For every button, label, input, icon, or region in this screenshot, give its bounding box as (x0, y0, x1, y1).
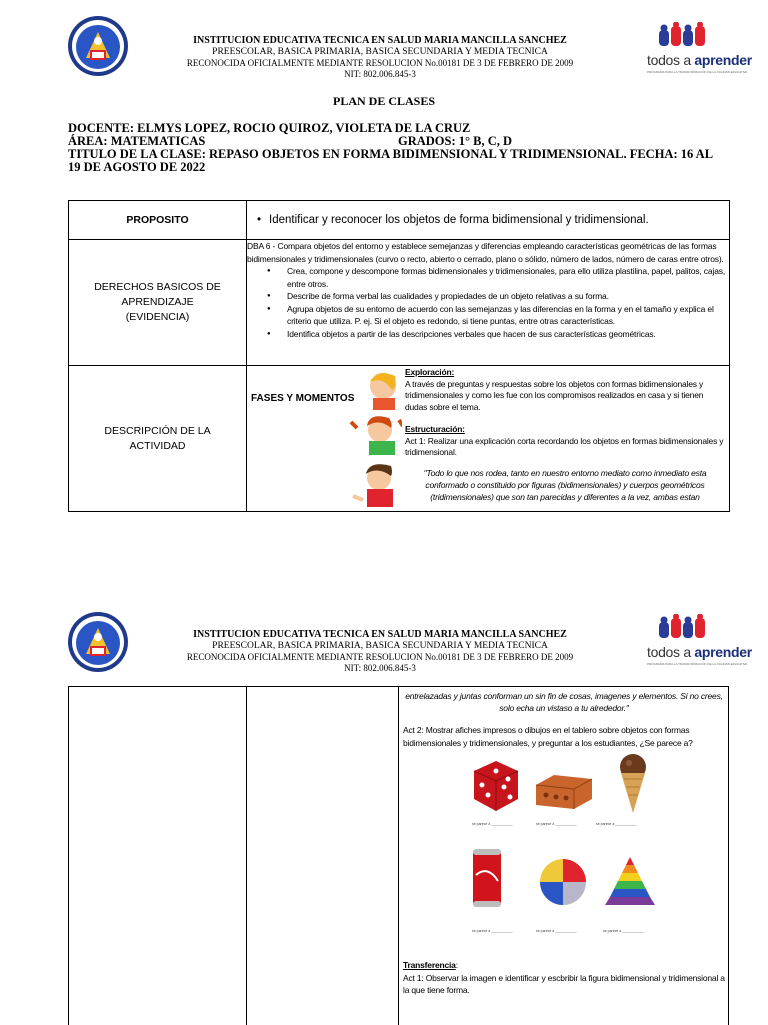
desc-label-2: ACTIVIDAD (129, 439, 186, 452)
col-divider-mid1 (246, 687, 247, 1025)
estructuracion-act1: Act 1: Realizar una explicación corta recordando los objetos en formas bidimensionales y tridimensional. (405, 435, 724, 457)
ice-cream-icon (613, 753, 653, 820)
pyramid-icon (601, 855, 659, 912)
col-divider-mid2 (398, 687, 399, 1025)
col-divider-right (728, 687, 729, 1025)
proposito-label: PROPOSITO (126, 214, 189, 226)
brick-icon (534, 771, 594, 816)
soda-can-icon (470, 845, 504, 916)
fecha-line: 19 DE AGOSTO DE 2022 (68, 160, 206, 174)
dba-label-2: APRENDIZAJE (121, 296, 194, 308)
brand-prefix: todos a (647, 644, 695, 660)
desc-label-cell (69, 366, 247, 512)
activity-text-p1 (405, 367, 725, 503)
dba-list (247, 265, 729, 340)
school-resolution: RECONOCIDA OFICIALMENTE MEDIANTE RESOLUCION No.00181 DE 3 DE FEBRERO DE 2009 (186, 58, 574, 68)
school-logo (66, 14, 130, 83)
quote-cont: entrelazadas y juntas conforman un sin fin de cosas, imagenes y elementos. Si no crees, solo echa un vistaso a tu alrededor." (405, 691, 723, 713)
school-resolution-p2: RECONOCIDA OFICIALMENTE MEDIANTE RESOLUCION No.00181 DE 3 DE FEBRERO DE 2009 (186, 652, 574, 662)
dba-item: ● Crea, compone y descompone formas bidimensionales y tridimensionales, para ello utiliza plastilina, papel, palitos, cajas, entre otros. (287, 265, 729, 290)
plan-title: PLAN DE CLASES (332, 94, 436, 108)
proposito-label-cell (69, 201, 247, 240)
school-name-p2: INSTITUCION EDUCATIVA TECNICA EN SALUD MARIA MANCILLA SANCHEZ (193, 629, 567, 640)
brand-subtitle: PROGRAMA PARA LA TRANSFORMACIÓN DE LA CALIDAD EDUCATIVA (647, 662, 748, 666)
se-parece-label: se parece a ___________ (472, 822, 513, 826)
act2-text: Act 2: Mostrar afiches impresos o dibujos en el tablero sobre objetos con formas bidimensionales y tridimensionales, y preguntar a los estudiantes, ¿Se parece a? (403, 725, 693, 748)
proposito-text: Identificar y reconocer los objetos de forma bidimensional y tridimensional. (269, 214, 649, 226)
docente-line: DOCENTE: ELMYS LOPEZ, ROCIO QUIROZ, VIOLETA DE LA CRUZ (68, 121, 471, 135)
quote-text: "Todo lo que nos rodea, tanto en nuestro entorno mediato como inmediato esta conformado o constituido por figuras (bidimensionales) y cuerpos geométricos (tridimensionales) que son tan parecidas y diferentes a la vez, ambas estan (423, 467, 707, 502)
exploracion-heading: Exploración: (405, 367, 455, 377)
dba-label-3: (EVIDENCIA) (125, 311, 190, 323)
brand-subtitle: PROGRAMA PARA LA TRANSFORMACIÓN DE LA CALIDAD EDUCATIVA (647, 70, 748, 74)
school-name: INSTITUCION EDUCATIVA TECNICA EN SALUD MARIA MANCILLA SANCHEZ (193, 35, 567, 46)
school-nit: NIT: 802.006.845-3 (344, 69, 416, 79)
dba-item: ● Describe de forma verbal las cualidades y propiedades de un objeto relativas a su forma. (287, 290, 729, 303)
ball-icon (538, 857, 588, 912)
plan-table-p2 (68, 686, 729, 1025)
dba-item: ● Identifica objetos a partir de las descripciones verbales que hacen de sus características geométricas. (287, 328, 729, 341)
estructuracion-heading: Estructuración: (405, 424, 465, 434)
se-parece-label: se parece a ___________ (596, 822, 637, 826)
transferencia-block (403, 960, 725, 997)
dice-icon (468, 757, 520, 818)
se-parece-label: se parece a ___________ (472, 929, 513, 933)
bullet-icon: • (257, 214, 262, 226)
dba-content-cell (247, 240, 730, 366)
desc-content-cell (247, 366, 730, 512)
dba-label-cell (69, 240, 247, 366)
school-levels: PREESCOLAR, BASICA PRIMARIA, BASICA SECUNDARIA Y MEDIA TECNICA (212, 47, 548, 57)
transferencia-heading: Transferencia (403, 960, 456, 970)
area-line: ÁREA: MATEMATICAS (68, 134, 206, 148)
transferencia-colon: : (455, 960, 458, 970)
brand-prefix: todos a (647, 52, 695, 68)
transferencia-act1: Act 1: Observar la imagen e identificar y escbribir la figura bidimensional y tridimensional a la que tiene forma. (403, 972, 725, 995)
dba-item: ● Agrupa objetos de su entorno de acuerdo con las semejanzas y las diferencias en la forma y en el tamaño y explica el criterio que utiliza. P. ej. Si el objeto es redondo, si tiene puntas, entre otras características. (287, 303, 729, 328)
brand-word: aprender (694, 644, 752, 660)
plan-table (68, 200, 730, 512)
se-parece-label: se parece a ___________ (536, 822, 577, 826)
todos-a-aprender-logo (645, 22, 752, 82)
se-parece-label: se parece a ___________ (603, 929, 644, 933)
grados-line: GRADOS: 1° B, C, D (398, 134, 513, 148)
activity-text-p2 (403, 690, 725, 749)
desc-label-1: DESCRIPCIÓN DE LA (104, 424, 211, 437)
titulo-line: TITULO DE LA CLASE: REPASO OBJETOS EN FORMA BIDIMENSIONAL Y TRIDIMENSIONAL. FECHA: 16 AL (68, 147, 714, 161)
se-parece-label: se parece a ___________ (536, 929, 577, 933)
col-divider-left (68, 687, 69, 1025)
school-levels-p2: PREESCOLAR, BASICA PRIMARIA, BASICA SECUNDARIA Y MEDIA TECNICA (212, 641, 548, 651)
todos-a-aprender-logo-p2 (645, 614, 752, 674)
school-logo-p2 (66, 610, 130, 679)
exploracion-text: A través de preguntas y respuestas sobre los objetos con formas bidimensionales y tridimensionales y como les fue con los compromisos realizados en casa y si tienen dudas sobre el tema. (405, 378, 704, 412)
school-nit-p2: NIT: 802.006.845-3 (344, 663, 416, 673)
dba-intro: DBA 6 - Compara objetos del entorno y establece semejanzas y diferencias empleando características geométricas de las formas bidimensionales y tridimensionales (curvo o recto, abierto o cerrado, plano o sólido, número de lados, número de caras entre otros). (247, 241, 724, 264)
brand-word: aprender (694, 52, 752, 68)
dba-label-1: DERECHOS BASICOS DE (94, 281, 221, 293)
children-illustration (347, 366, 402, 512)
proposito-text-cell (247, 201, 730, 240)
fases-label: FASES Y MOMENTOS (251, 393, 355, 404)
